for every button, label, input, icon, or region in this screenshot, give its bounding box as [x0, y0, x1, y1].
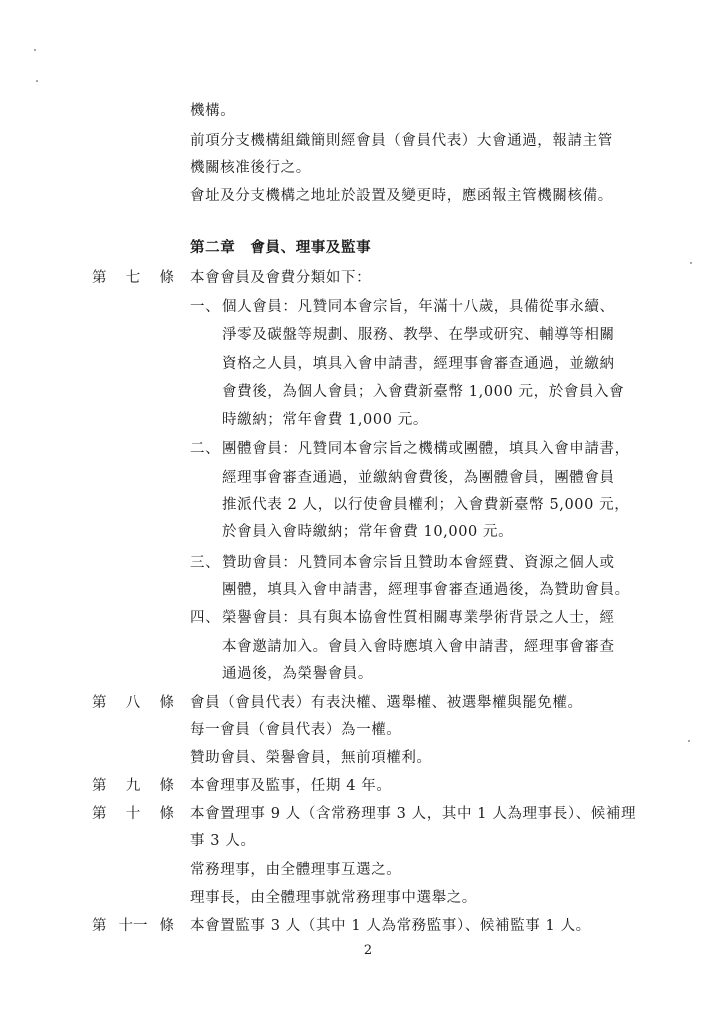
text-line: 前項分支機構組織簡則經會員（會員代表）大會通過，報請主管: [190, 133, 613, 149]
article-label-part: 九: [125, 778, 141, 794]
article-label-part: 八: [125, 695, 141, 711]
article-label-part: 第: [92, 270, 107, 286]
item-number: 二、: [190, 441, 221, 457]
text-line: 事 3 人。: [190, 833, 256, 849]
text-line: 會址及分支機構之地址於設置及變更時，應函報主管機關核備。: [190, 188, 613, 204]
text-line: 通過後，為榮譽會員。: [222, 666, 373, 682]
text-line: 機構。: [190, 103, 236, 119]
scan-speck: [36, 80, 38, 82]
text-line: 時繳納；常年會費 1,000 元。: [222, 412, 428, 428]
article-label: [92, 268, 174, 288]
text-line: 淨零及碳盤等規劃、服務、教學、在學或研究、輔導等相關: [222, 327, 615, 343]
text-line: 團體，填具入會申請書，經理事會審查通過後，為贊助會員。: [222, 582, 630, 598]
text-line: 推派代表 2 人，以行使會員權利；入會費新臺幣 5,000 元，: [222, 497, 630, 513]
text-line: 團體會員：凡贊同本會宗旨之機構或團體，填具入會申請書，: [222, 441, 630, 457]
text-line: 機關核准後行之。: [190, 160, 311, 176]
text-line: 個人會員：凡贊同本會宗旨，年滿十八歲，具備從事永續、: [222, 299, 615, 315]
chapter-heading: 第二章 會員、理事及監事: [190, 239, 372, 256]
text-line: 贊助會員：凡贊同本會宗旨且贊助本會經費、資源之個人或: [222, 555, 615, 571]
article-label-part: 條: [159, 695, 174, 711]
text-line: 會費後，為個人會員；入會費新臺幣 1,000 元，於會員入會: [222, 384, 625, 400]
article-label-part: 第: [92, 918, 107, 934]
text-line: 本會置監事 3 人（其中 1 人為常務監事）、候補監事 1 人。: [190, 918, 591, 934]
article-label-part: 條: [159, 918, 174, 934]
scan-speck: [690, 262, 692, 264]
article-label: [92, 804, 174, 824]
text-line: 贊助會員、榮譽會員，無前項權利。: [190, 750, 432, 766]
article-label: [92, 693, 174, 713]
item-number: 三、: [190, 555, 221, 571]
text-line: 資格之人員，填具入會申請書，經理事會審查通過，並繳納: [222, 356, 615, 372]
article-label-part: 七: [125, 270, 141, 286]
page-number: 2: [363, 943, 373, 958]
text-line: 每一會員（會員代表）為一權。: [190, 722, 402, 738]
text-line: 經理事會審查通過，並繳納會費後，為團體會員，團體會員: [222, 470, 615, 486]
scan-speck: [688, 740, 690, 742]
article-label-part: 條: [159, 806, 174, 822]
item-number: 一、: [190, 299, 221, 315]
text-line: 常務理事，由全體理事互選之。: [190, 862, 402, 878]
article-label-part: 第: [92, 778, 107, 794]
article-label-part: 第: [92, 806, 107, 822]
article-label-part: 十: [125, 806, 141, 822]
text-line: 榮譽會員：具有與本協會性質相關專業學術背景之人士，經: [222, 610, 615, 626]
article-label-part: 條: [159, 270, 174, 286]
text-line: 理事長，由全體理事就常務理事中選舉之。: [190, 890, 477, 906]
article-label-part: 條: [159, 778, 174, 794]
text-line: 本會邀請加入。會員入會時應填入會申請書，經理事會審查: [222, 639, 615, 655]
text-line: 本會理事及監事，任期 4 年。: [190, 778, 392, 794]
article-label-part: 十一: [118, 918, 148, 934]
text-line: 於會員入會時繳納；常年會費 10,000 元。: [222, 524, 514, 540]
article-label: [92, 776, 174, 796]
article-label-part: 第: [92, 695, 107, 711]
text-line: 本會置理事 9 人（含常務理事 3 人，其中 1 人為理事長）、候補理: [190, 806, 637, 822]
scan-speck: [34, 49, 36, 51]
article-label: [92, 916, 174, 936]
text-line: 會員（會員代表）有表決權、選舉權、被選舉權與罷免權。: [190, 695, 583, 711]
item-number: 四、: [190, 610, 221, 626]
article-intro: 本會會員及會費分類如下：: [190, 270, 372, 286]
